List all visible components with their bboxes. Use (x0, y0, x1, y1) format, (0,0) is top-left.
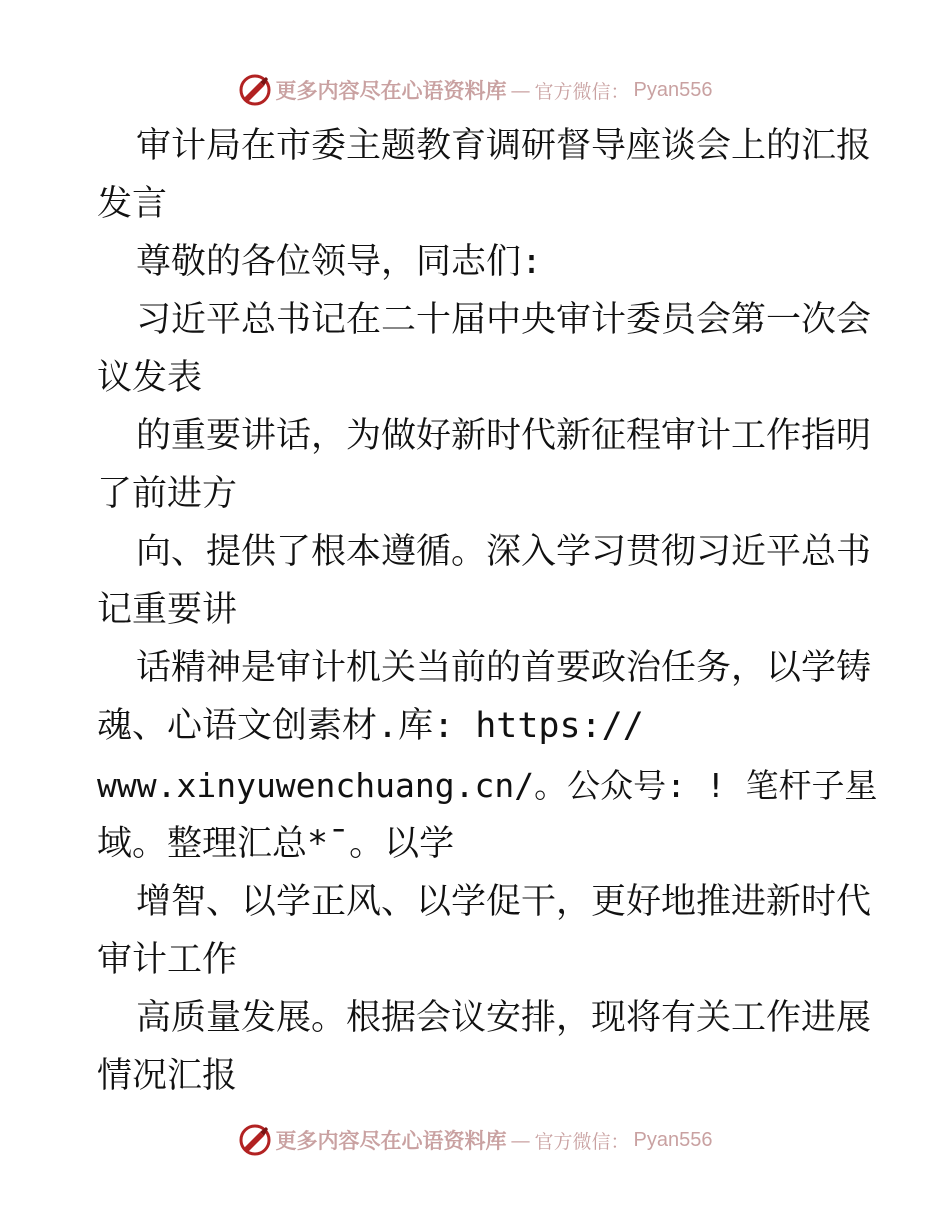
banner-wechat-id: Pyan556 (633, 78, 713, 101)
document-text-line: 话精神是审计机关当前的首要政治任务，以学铸 (136, 648, 872, 688)
document-text-line: 了前进方 (97, 474, 238, 514)
banner-wechat-label: 官方微信： (534, 1130, 630, 1153)
banner-main-text: 更多内容尽在心语资料库 (275, 1128, 507, 1153)
document-text-line: 记重要讲 (97, 590, 238, 630)
document-salutation: 尊敬的各位领导，同志们: (136, 242, 543, 282)
banner-main-text: 更多内容尽在心语资料库 (275, 78, 507, 103)
document-text-line: 习近平总书记在二十届中央审计委员会第一次会 (136, 300, 872, 340)
document-text-line: 高质量发展。根据会议安排，现将有关工作进展 (136, 998, 872, 1038)
pen-logo-icon (238, 73, 272, 107)
document-text-line: 增智、以学正风、以学促干，更好地推进新时代 (136, 882, 872, 922)
header-watermark-banner (0, 68, 950, 112)
banner-wechat-id: Pyan556 (633, 1128, 713, 1151)
document-text-line: 议发表 (97, 358, 203, 398)
banner-separator: — (510, 1128, 531, 1152)
document-text-line: 审计工作 (97, 940, 238, 980)
pen-logo-icon (238, 1123, 272, 1157)
document-text-line: 情况汇报 (97, 1056, 238, 1096)
document-title-line-2: 发言 (97, 184, 168, 224)
document-text-line: 域。整理汇总*¯。以学 (97, 824, 455, 864)
document-text-line: 向、提供了根本遵循。深入学习贯彻习近平总书 (136, 532, 872, 572)
document-text-line: 魂、心语文创素材.库: https:// (97, 706, 644, 746)
document-title-line-1: 审计局在市委主题教育调研督导座谈会上的汇报 (136, 126, 872, 166)
document-text-line: www.xinyuwenchuang.cn/。公众号: ! 笔杆子星 (97, 766, 878, 805)
banner-wechat-label: 官方微信： (534, 80, 630, 103)
banner-separator: — (510, 78, 531, 102)
document-text-line: 的重要讲话，为做好新时代新征程审计工作指明 (136, 416, 872, 456)
footer-watermark-banner (0, 1118, 950, 1162)
